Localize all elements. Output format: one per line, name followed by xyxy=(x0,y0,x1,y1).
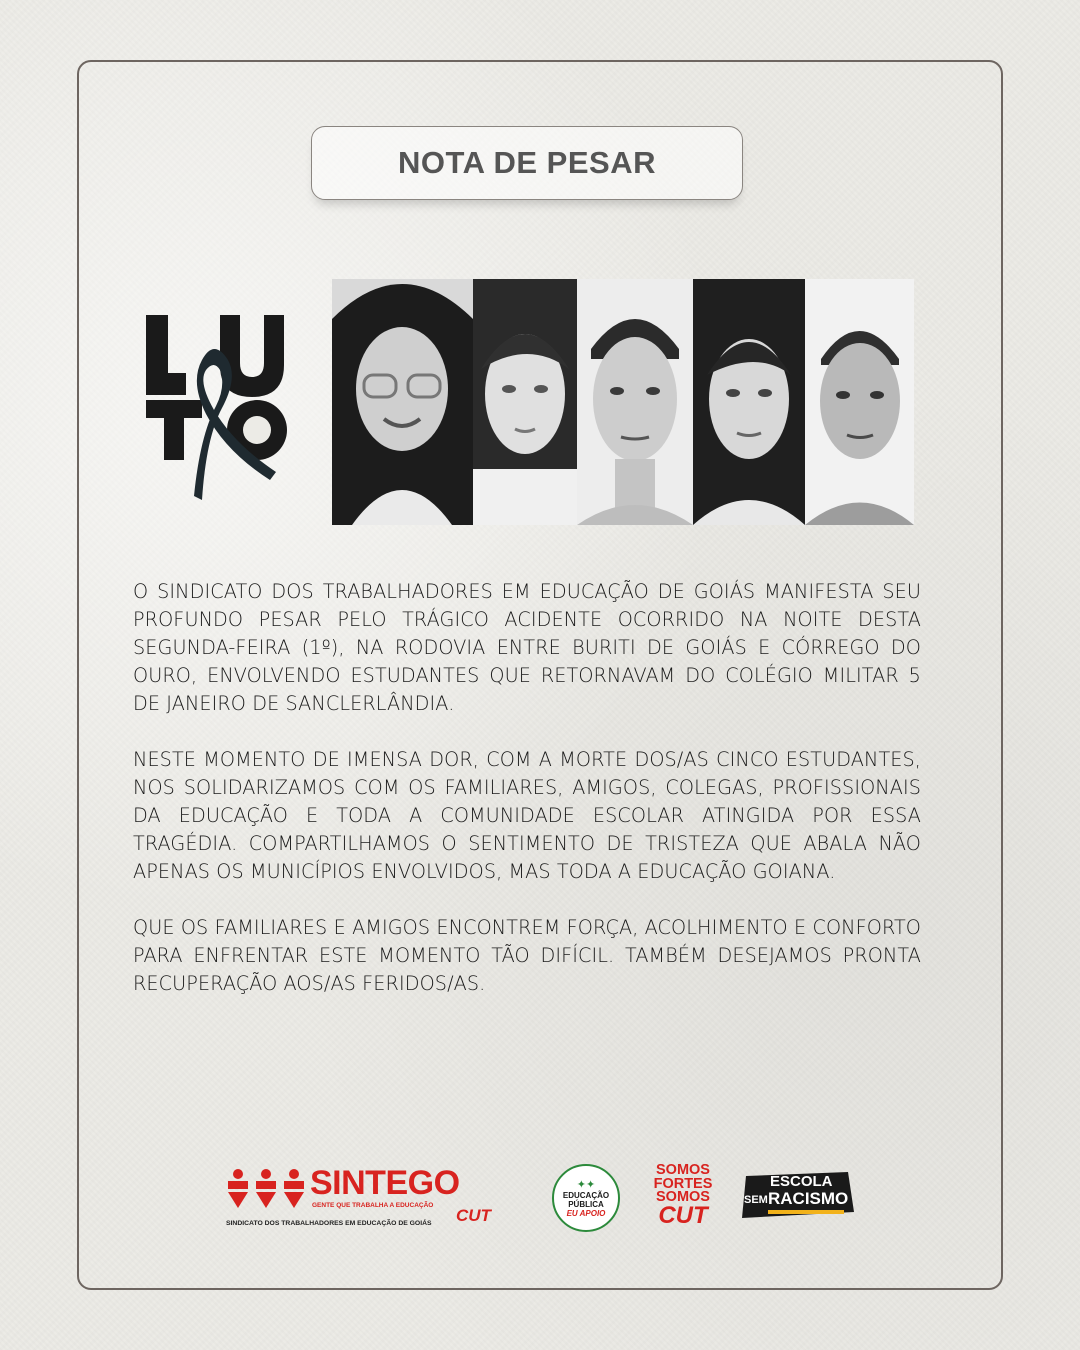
educacao-publica-logo xyxy=(552,1164,620,1232)
somos-line1: SOMOS xyxy=(656,1162,710,1178)
footer-logos xyxy=(226,1158,856,1238)
student-photos xyxy=(332,279,914,525)
people-icon: ✦✦ xyxy=(576,1177,596,1191)
somos-line2: FORTES xyxy=(653,1175,713,1192)
sintego-tagline: GENTE QUE TRABALHA A EDUCAÇÃO xyxy=(312,1202,434,1209)
edu-line1: EDUCAÇÃO xyxy=(562,1190,610,1200)
edu-line2: PÚBLICA xyxy=(568,1199,604,1209)
student-photo-4 xyxy=(693,279,805,525)
somos-cut: CUT xyxy=(658,1201,708,1229)
edu-line3: EU APOIO xyxy=(566,1208,606,1218)
paragraph-2: NESTE MOMENTO DE IMENSA DOR, COM A MORTE DOS/AS CINCO ESTUDANTES, NOS SOLIDARIZAMOS COM OS FAMILIARES, AMIGOS, COLEGAS, PROFISSIONAIS DA EDUCAÇÃO E TODA A COMUNIDADE ESCOLAR ATINGIDA POR ESSA TRAGÉDIA. COMPARTILHAMOS O SENTIMENTO DE TRISTEZA QUE ABALA NÃO APENAS OS MUNICÍPIOS ENVOLVIDOS, MAS TODA A EDUCAÇÃO GOIANA. xyxy=(133,748,921,883)
cut-logo: CUT xyxy=(456,1206,491,1225)
escola-line3: RACISMO xyxy=(768,1189,849,1208)
sintego-full-name: SINDICATO DOS TRABALHADORES EM EDUCAÇÃO DE GOIÁS xyxy=(226,1220,432,1227)
paragraph-3: QUE OS FAMILIARES E AMIGOS ENCONTREM FORÇA, ACOLHIMENTO E CONFORTO PARA ENFRENTAR ESTE MOMENTO TÃO DIFÍCIL. TAMBÉM DESEJAMOS PRONTA RECUPERAÇÃO AOS/AS FERIDOS/AS. xyxy=(133,916,921,995)
student-photo-2 xyxy=(473,279,577,525)
paragraph-1: O SINDICATO DOS TRABALHADORES EM EDUCAÇÃO DE GOIÁS MANIFESTA SEU PROFUNDO PESAR PELO TRÁGICO ACIDENTE OCORRIDO NA NOITE DESTA SEGUNDA-FEIRA (1º), NA RODOVIA ENTRE BURITI DE GOIÁS E CÓRREGO DO OURO, ENVOLVENDO ESTUDANTES QUE RETORNAVAM DO COLÉGIO MILITAR 5 DE JANEIRO DE SANCLERLÂNDIA. xyxy=(133,580,921,715)
statement-body xyxy=(133,578,921,1026)
sintego-figures-icon xyxy=(226,1168,306,1212)
sintego-name: SINTEGO xyxy=(310,1164,460,1202)
pencil-underline-icon xyxy=(768,1210,844,1214)
escola-sem-racismo-logo xyxy=(738,1172,856,1218)
somos-fortes-logo xyxy=(648,1164,718,1227)
somos-line3: SOMOS xyxy=(656,1189,710,1205)
sintego-logo xyxy=(226,1164,460,1228)
student-photo-1 xyxy=(332,279,473,525)
page-title: NOTA DE PESAR xyxy=(398,145,656,180)
escola-line1: ESCOLA xyxy=(770,1173,833,1190)
student-photo-5 xyxy=(805,279,914,525)
escola-line2: SEM xyxy=(744,1194,768,1206)
title-box xyxy=(311,126,743,200)
luto-ribbon-logo xyxy=(140,300,300,510)
student-photo-3 xyxy=(577,279,693,525)
